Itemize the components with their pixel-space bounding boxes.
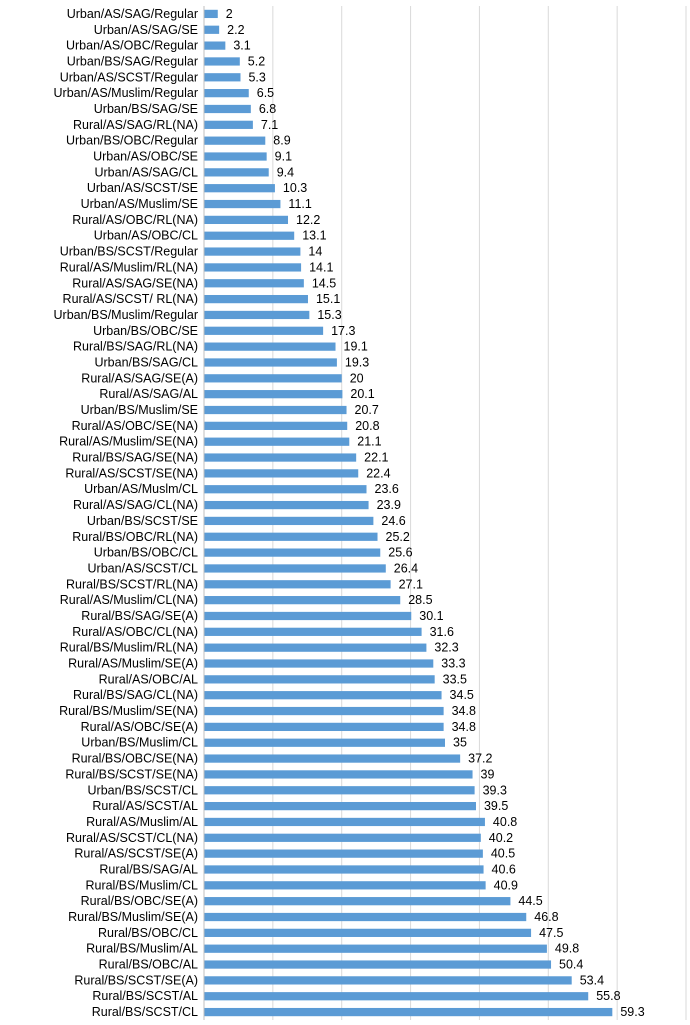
data-label: 15.1 xyxy=(315,292,341,307)
category-label: Rural/BS/OBC/SE(A) xyxy=(80,894,198,909)
bar xyxy=(204,200,280,208)
bar xyxy=(204,453,356,461)
category-label: Rural/AS/Muslim/SE(A) xyxy=(68,656,198,671)
category-label: Rural/BS/SAG/SE(A) xyxy=(81,608,198,623)
bar xyxy=(204,691,442,699)
category-label: Urban/AS/Muslim/Regular xyxy=(53,86,198,101)
bar xyxy=(204,263,301,271)
category-label: Rural/AS/Muslim/SE(NA) xyxy=(59,434,198,449)
data-label: 23.9 xyxy=(376,498,401,513)
bar xyxy=(204,976,572,984)
bar xyxy=(204,675,435,683)
bar xyxy=(204,596,400,604)
category-label: Rural/AS/Muslim/CL(NA) xyxy=(59,593,198,608)
data-label: 20.1 xyxy=(350,387,375,402)
bar xyxy=(204,73,240,81)
bar xyxy=(204,865,484,873)
data-label: 13.1 xyxy=(302,228,327,243)
category-label: Rural/AS/SAG/CL(NA) xyxy=(72,498,198,513)
category-label: Rural/BS/SAG/SE(NA) xyxy=(72,450,198,465)
category-label: Rural/AS/OBC/CL(NA) xyxy=(72,624,198,639)
category-label: Rural/AS/Muslim/RL(NA) xyxy=(59,260,198,275)
data-label: 5.2 xyxy=(247,54,266,69)
data-label: 22.1 xyxy=(364,450,389,465)
data-label: 22.4 xyxy=(366,466,391,481)
data-label: 21.1 xyxy=(357,434,382,449)
bar xyxy=(204,247,300,255)
bar xyxy=(204,612,411,620)
category-label: Urban/AS/SCST/SE xyxy=(86,181,198,196)
bar xyxy=(204,57,240,65)
category-label: Urban/AS/SAG/CL xyxy=(94,165,198,180)
bar xyxy=(204,517,373,525)
category-label: Rural/AS/OBC/SE(NA) xyxy=(71,418,198,433)
data-label: 46.8 xyxy=(534,910,559,925)
data-label: 39.3 xyxy=(482,783,507,798)
data-label: 17.3 xyxy=(331,323,356,338)
category-label: Urban/BS/Muslim/CL xyxy=(81,735,198,750)
bar xyxy=(204,152,267,160)
category-label: Rural/AS/SCST/SE(A) xyxy=(74,846,198,861)
bar xyxy=(204,184,275,192)
category-label: Rural/BS/OBC/SE(NA) xyxy=(71,751,198,766)
category-label: Rural/BS/SAG/RL(NA) xyxy=(72,339,198,354)
bar xyxy=(204,644,426,652)
data-label: 30.1 xyxy=(419,608,444,623)
category-label: Rural/AS/OBC/SE(A) xyxy=(80,719,198,734)
category-label: Urban/AS/SAG/SE xyxy=(93,22,198,37)
bar xyxy=(204,406,347,414)
category-label: Rural/BS/Muslim/CL xyxy=(85,878,198,893)
bar xyxy=(204,548,380,556)
category-label: Rural/BS/Muslim/RL(NA) xyxy=(59,640,198,655)
data-label: 39.5 xyxy=(483,799,509,814)
category-label: Urban/BS/OBC/SE xyxy=(93,323,198,338)
category-label: Urban/BS/SAG/CL xyxy=(94,355,198,370)
bar xyxy=(204,374,342,382)
data-label: 19.1 xyxy=(343,339,368,354)
bar xyxy=(204,89,249,97)
data-label: 26.4 xyxy=(393,561,419,576)
bar xyxy=(204,770,473,778)
category-label: Rural/AS/OBC/RL(NA) xyxy=(72,212,198,227)
bar xyxy=(204,992,588,1000)
data-label: 34.8 xyxy=(451,704,476,719)
category-label: Urban/AS/Muslm/CL xyxy=(84,482,198,497)
bar xyxy=(204,343,336,351)
data-label: 39 xyxy=(480,767,495,782)
bar xyxy=(204,137,265,145)
category-label: Urban/AS/Muslim/SE xyxy=(80,197,198,212)
bar xyxy=(204,485,367,493)
bar xyxy=(204,422,347,430)
data-label: 23.6 xyxy=(374,482,399,497)
category-label: Rural/BS/OBC/CL xyxy=(97,925,198,940)
bar xyxy=(204,881,486,889)
bar xyxy=(204,628,422,636)
bar xyxy=(204,564,386,572)
data-label: 9.4 xyxy=(276,165,295,180)
category-label: Rural/BS/SCST/CL xyxy=(91,1005,198,1020)
data-label: 25.2 xyxy=(385,529,410,544)
bar xyxy=(204,786,475,794)
data-label: 14 xyxy=(308,244,323,259)
data-label: 31.6 xyxy=(429,624,454,639)
category-label: Rural/BS/SAG/AL xyxy=(99,862,198,877)
bar xyxy=(204,121,253,129)
bar xyxy=(204,501,369,509)
data-label: 59.3 xyxy=(620,1005,645,1020)
bar xyxy=(204,707,444,715)
bar xyxy=(204,960,551,968)
category-label: Rural/BS/Muslim/AL xyxy=(86,941,198,956)
data-label: 44.5 xyxy=(518,894,543,909)
data-label: 20 xyxy=(349,371,364,386)
bar xyxy=(204,1008,612,1016)
bar xyxy=(204,390,342,398)
category-label: Rural/AS/SCST/SE(NA) xyxy=(65,466,198,481)
bar xyxy=(204,834,481,842)
data-label: 34.5 xyxy=(449,688,474,703)
category-label: Rural/AS/SAG/RL(NA) xyxy=(72,117,198,132)
data-label: 14.1 xyxy=(309,260,334,275)
category-label: Rural/BS/SCST/AL xyxy=(92,989,198,1004)
data-label: 2 xyxy=(225,6,233,21)
category-label: Urban/BS/SAG/SE xyxy=(93,101,198,116)
data-label: 25.6 xyxy=(388,545,413,560)
category-label: Rural/AS/SCST/AL xyxy=(92,799,198,814)
category-label: Urban/BS/SCST/SE xyxy=(86,513,198,528)
category-label: Rural/BS/SCST/RL(NA) xyxy=(66,577,198,592)
data-label: 24.6 xyxy=(381,513,406,528)
bar xyxy=(204,533,378,541)
bar xyxy=(204,929,531,937)
data-label: 15.3 xyxy=(317,307,342,322)
data-label: 14.5 xyxy=(311,276,337,291)
data-label: 55.8 xyxy=(596,989,621,1004)
category-label: Rural/BS/Muslim/SE(NA) xyxy=(59,704,198,719)
category-label: Urban/AS/SCST/Regular xyxy=(59,70,198,85)
category-label: Rural/AS/SAG/SE(A) xyxy=(81,371,198,386)
category-label: Rural/BS/OBC/RL(NA) xyxy=(72,529,198,544)
category-label: Rural/AS/SAG/SE(NA) xyxy=(72,276,198,291)
category-label: Rural/BS/SCST/SE(A) xyxy=(74,973,198,988)
data-label: 10.3 xyxy=(282,181,308,196)
data-label: 19.3 xyxy=(344,355,370,370)
category-labels xyxy=(54,7,199,1019)
bar xyxy=(204,216,288,224)
category-label: Urban/BS/Muslim/SE xyxy=(80,403,198,418)
category-label: Urban/BS/Muslim/Regular xyxy=(53,307,198,322)
bar xyxy=(204,723,444,731)
data-label: 11.1 xyxy=(288,197,312,212)
data-label: 6.8 xyxy=(258,101,277,116)
data-label: 8.9 xyxy=(273,133,291,148)
category-label: Urban/BS/SCST/CL xyxy=(87,783,198,798)
data-label: 40.2 xyxy=(488,830,514,845)
data-label: 3.1 xyxy=(233,38,251,53)
category-label: Rural/AS/SCST/CL(NA) xyxy=(66,830,198,845)
bar xyxy=(204,945,547,953)
category-label: Urban/AS/OBC/CL xyxy=(93,228,198,243)
data-label: 20.7 xyxy=(354,403,379,418)
bar xyxy=(204,105,251,113)
data-label: 7.1 xyxy=(260,117,279,132)
data-label: 2.2 xyxy=(227,22,245,37)
category-label: Rural/AS/OBC/AL xyxy=(98,672,198,687)
bar xyxy=(204,26,219,34)
bar xyxy=(204,802,476,810)
data-label: 20.8 xyxy=(355,418,380,433)
category-label: Rural/AS/SCST/ RL(NA) xyxy=(62,292,198,307)
data-label: 34.8 xyxy=(451,719,476,734)
bar xyxy=(204,659,433,667)
category-label: Urban/BS/OBC/Regular xyxy=(65,133,198,148)
category-label: Rural/BS/SCST/SE(NA) xyxy=(65,767,198,782)
data-label: 40.5 xyxy=(490,846,516,861)
category-label: Urban/AS/SAG/Regular xyxy=(66,6,198,21)
category-label: Urban/AS/OBC/Regular xyxy=(65,38,198,53)
data-label: 37.2 xyxy=(468,751,493,766)
data-label: 28.5 xyxy=(408,593,433,608)
data-label: 47.5 xyxy=(539,925,564,940)
bar xyxy=(204,295,308,303)
bar xyxy=(204,913,526,921)
bar xyxy=(204,311,309,319)
bar xyxy=(204,818,485,826)
data-label: 33.5 xyxy=(442,672,468,687)
bar xyxy=(204,10,218,18)
data-label: 32.3 xyxy=(434,640,459,655)
data-label: 5.3 xyxy=(248,70,266,85)
data-label: 9.1 xyxy=(274,149,293,164)
bar xyxy=(204,232,294,240)
data-label: 50.4 xyxy=(559,957,584,972)
category-label: Urban/BS/SCST/Regular xyxy=(59,244,198,259)
data-label: 53.4 xyxy=(579,973,605,988)
data-label: 40.6 xyxy=(491,862,516,877)
bar xyxy=(204,469,358,477)
bar xyxy=(204,850,483,858)
category-label: Rural/AS/SAG/AL xyxy=(99,387,198,402)
data-label: 49.8 xyxy=(554,941,580,956)
bar xyxy=(204,739,445,747)
bar xyxy=(204,327,323,335)
data-label: 33.3 xyxy=(441,656,466,671)
category-label: Rural/BS/Muslim/SE(A) xyxy=(68,910,198,925)
bar xyxy=(204,358,337,366)
category-label: Rural/AS/Muslim/AL xyxy=(86,814,198,829)
category-label: Urban/AS/SCST/CL xyxy=(87,561,198,576)
bar xyxy=(204,580,391,588)
bar xyxy=(204,897,510,905)
data-label: 40.8 xyxy=(492,814,518,829)
bar xyxy=(204,168,269,176)
bars xyxy=(204,10,612,1016)
category-label: Urban/BS/OBC/CL xyxy=(93,545,198,560)
category-label: Urban/BS/SAG/Regular xyxy=(66,54,198,69)
category-label: Rural/BS/SAG/CL(NA) xyxy=(72,688,198,703)
data-label: 6.5 xyxy=(256,86,275,101)
category-label: Urban/AS/OBC/SE xyxy=(93,149,198,164)
category-label: Rural/BS/OBC/AL xyxy=(98,957,198,972)
bar xyxy=(204,41,225,49)
bar xyxy=(204,279,304,287)
data-label: 35 xyxy=(453,735,467,750)
data-label: 27.1 xyxy=(398,577,423,592)
bar xyxy=(204,754,460,762)
bar xyxy=(204,438,349,446)
data-label: 40.9 xyxy=(493,878,518,893)
data-label: 12.2 xyxy=(296,212,321,227)
